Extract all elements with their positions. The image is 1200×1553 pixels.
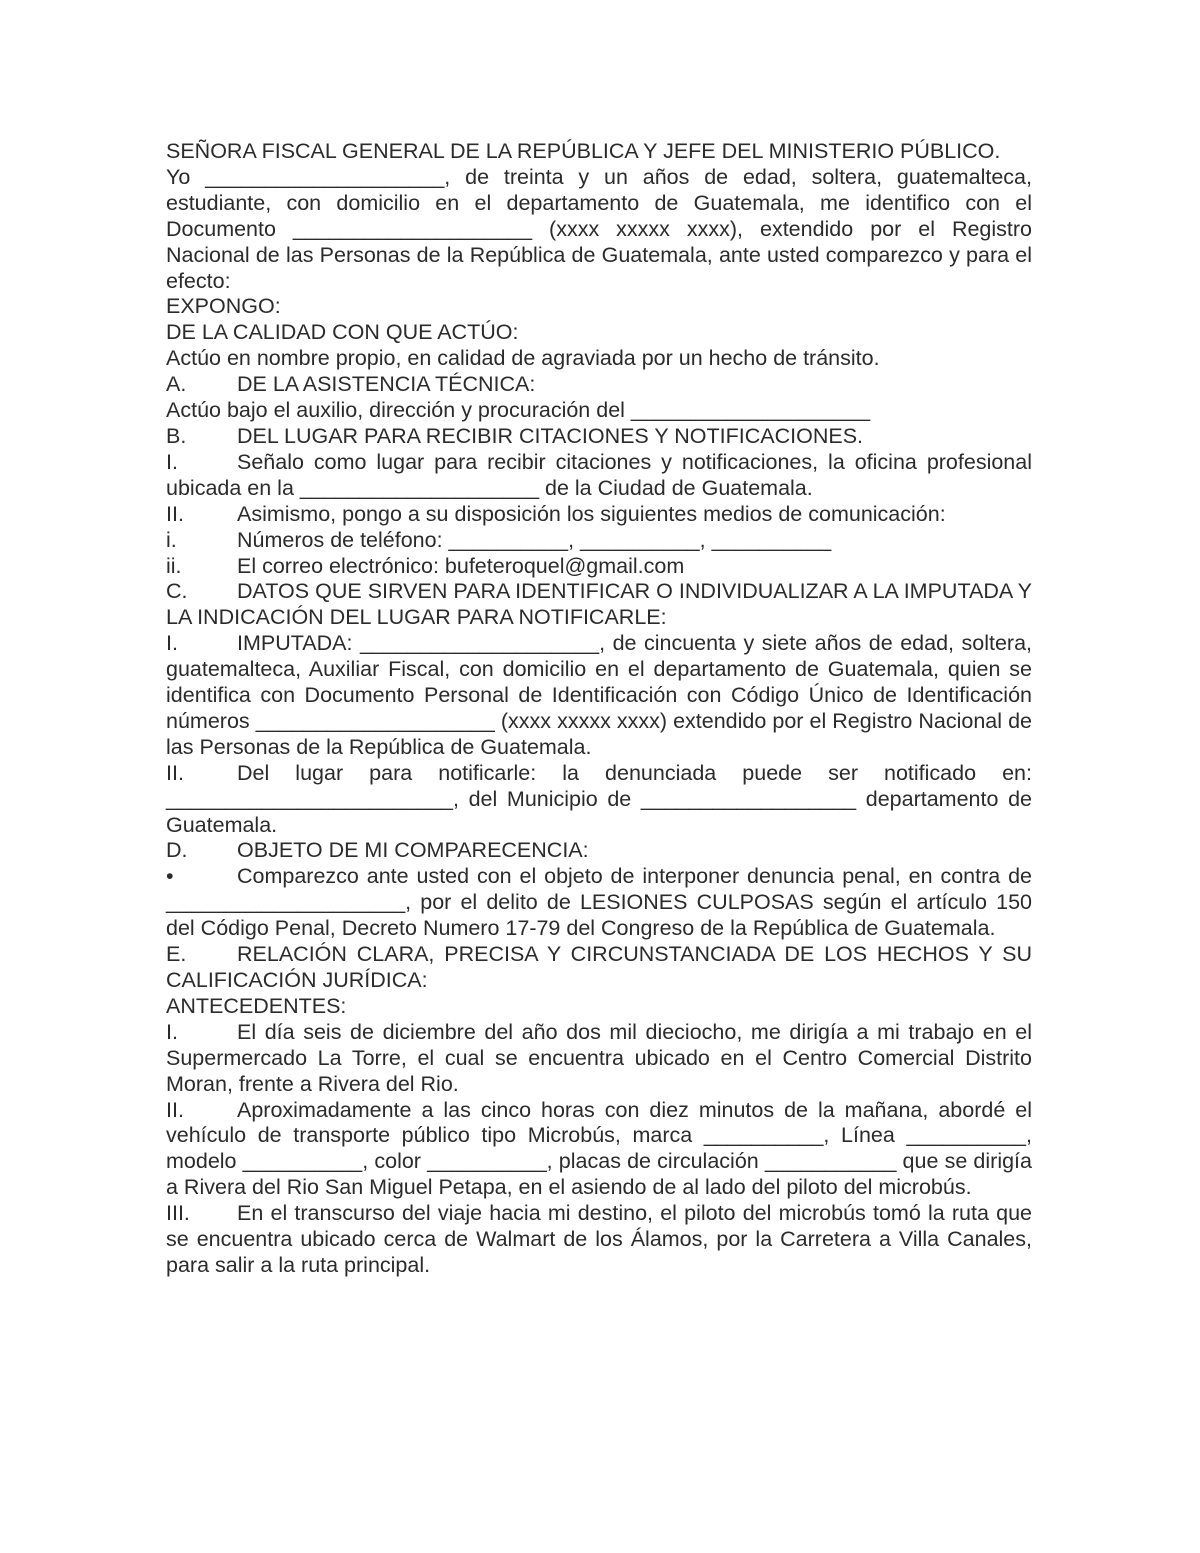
b-ii-ii-label: ii. xyxy=(166,553,182,578)
section-a-label: A. xyxy=(166,372,187,397)
section-e-heading xyxy=(166,942,1032,994)
document-body xyxy=(166,139,1032,1279)
e-iii-paragraph xyxy=(166,1201,1032,1279)
e-ii-label: II. xyxy=(166,1097,184,1122)
b-i-paragraph xyxy=(166,450,1032,502)
b-ii-i-text: Números de teléfono: __________, __________, __________ xyxy=(237,527,832,552)
d-bullet-text: Comparezco ante usted con el objeto de interponer denuncia penal, en contra de ____________________, por el delito de LESIONES CULPOSAS según el artículo 150 del Código Penal, Decreto Numero 17-79 del Congreso de la República de Guatemala. xyxy=(166,864,1032,941)
section-e-label: E. xyxy=(166,942,187,967)
b-ii-label: II. xyxy=(166,501,184,526)
section-c-label: C. xyxy=(166,579,188,604)
section-d-label: D. xyxy=(166,838,188,863)
b-ii-ii-text: El correo electrónico: bufeteroquel@gmail.com xyxy=(237,553,685,578)
section-b-label: B. xyxy=(166,423,187,448)
b-ii-i-label: i. xyxy=(166,527,177,552)
e-ii-paragraph xyxy=(166,1098,1032,1202)
section-a-heading xyxy=(166,372,1032,398)
b-ii-ii-paragraph xyxy=(166,554,1032,580)
section-e-title: RELACIÓN CLARA, PRECISA Y CIRCUNSTANCIADA DE LOS HECHOS Y SU CALIFICACIÓN JURÍDICA: xyxy=(166,942,1032,992)
section-c-heading xyxy=(166,579,1032,631)
section-b-title: DEL LUGAR PARA RECIBIR CITACIONES Y NOTIFICACIONES. xyxy=(237,423,864,448)
e-iii-text: En el transcurso del viaje hacia mi destino, el piloto del microbús tomó la ruta que se encuentra ubicado cerca de Walmart de los Álamos, por la Carretera a Villa Canales, para salir a la ruta principal. xyxy=(166,1201,1032,1277)
e-ii-text: Aproximadamente a las cinco horas con diez minutos de la mañana, abordé el vehículo de transporte público tipo Microbús, marca __________, Línea __________, modelo __________, color __________, placas de circulación ___________ que se dirigía a Rivera del Rio San Miguel Petapa, en el asiendo de al lado del piloto del microbús. xyxy=(166,1097,1032,1200)
section-d-title: OBJETO DE MI COMPARECENCIA: xyxy=(237,838,589,863)
b-ii-text: Asimismo, pongo a su disposición los siguientes medios de comunicación: xyxy=(237,501,946,526)
section-c-title: DATOS QUE SIRVEN PARA IDENTIFICAR O INDIVIDUALIZAR A LA IMPUTADA Y LA INDICACIÓN DEL LUGAR PARA NOTIFICARLE: xyxy=(166,579,1032,630)
antecedentes-heading: ANTECEDENTES: xyxy=(166,993,347,1018)
b-ii-i-paragraph xyxy=(166,528,1032,554)
section-b-heading xyxy=(166,424,1032,450)
b-i-text: Señalo como lugar para recibir citaciones y notificaciones, la oficina profesional ubicada en la ____________________ de la Ciudad de Guatemala. xyxy=(166,449,1032,500)
e-i-paragraph xyxy=(166,1020,1032,1098)
c-i-paragraph xyxy=(166,631,1032,761)
c-ii-label: II. xyxy=(166,760,184,785)
b-ii-paragraph xyxy=(166,502,1032,528)
calidad-text: Actúo en nombre propio, en calidad de agraviada por un hecho de tránsito. xyxy=(166,346,880,371)
e-iii-label: III. xyxy=(166,1201,190,1226)
d-bullet-paragraph xyxy=(166,864,1032,942)
e-i-text: El día seis de diciembre del año dos mil dieciocho, me dirigía a mi trabajo en el Supermercado La Torre, el cual se encuentra ubicado en el Centro Comercial Distrito Moran, frente a Rivera del Rio. xyxy=(166,1019,1032,1096)
c-i-label: I. xyxy=(166,631,178,656)
expongo-heading: EXPONGO: xyxy=(166,294,281,319)
e-i-label: I. xyxy=(166,1019,178,1044)
d-bullet-label: • xyxy=(166,864,174,889)
b-i-label: I. xyxy=(166,449,178,474)
addressee-heading: SEÑORA FISCAL GENERAL DE LA REPÚBLICA Y JEFE DEL MINISTERIO PÚBLICO. xyxy=(166,139,1001,163)
c-i-text: IMPUTADA: ____________________, de cincuenta y siete años de edad, soltera, guatemalteca, Auxiliar Fiscal, con domicilio en el departamento de Guatemala, quien se identifica con Documento Personal de Identificación con Código Único de Identificación números ____________________ (xxxx xxxxx xxxx) extendido por el Registro Nacional de las Personas de la República de Guatemala. xyxy=(166,631,1032,759)
c-ii-text: Del lugar para notificarle: la denunciada puede ser notificado en: ________________________, del Municipio de __________________ departamento de Guatemala. xyxy=(166,760,1032,837)
section-d-heading xyxy=(166,838,1032,864)
section-a-title: DE LA ASISTENCIA TÉCNICA: xyxy=(237,372,536,397)
intro-paragraph: Yo ____________________, de treinta y un años de edad, soltera, guatemalteca, estudiante, con domicilio en el departamento de Guatemala, me identifico con el Documento ____________________ (xxxx xxxxx xxxx), extendido por el Registro Nacional de las Personas de la República de Guatemala, ante usted comparezco y para el efecto: xyxy=(166,164,1032,293)
calidad-heading: DE LA CALIDAD CON QUE ACTÚO: xyxy=(166,320,519,345)
asistencia-text: Actúo bajo el auxilio, dirección y procuración del ____________________ xyxy=(166,398,871,423)
c-ii-paragraph xyxy=(166,761,1032,839)
